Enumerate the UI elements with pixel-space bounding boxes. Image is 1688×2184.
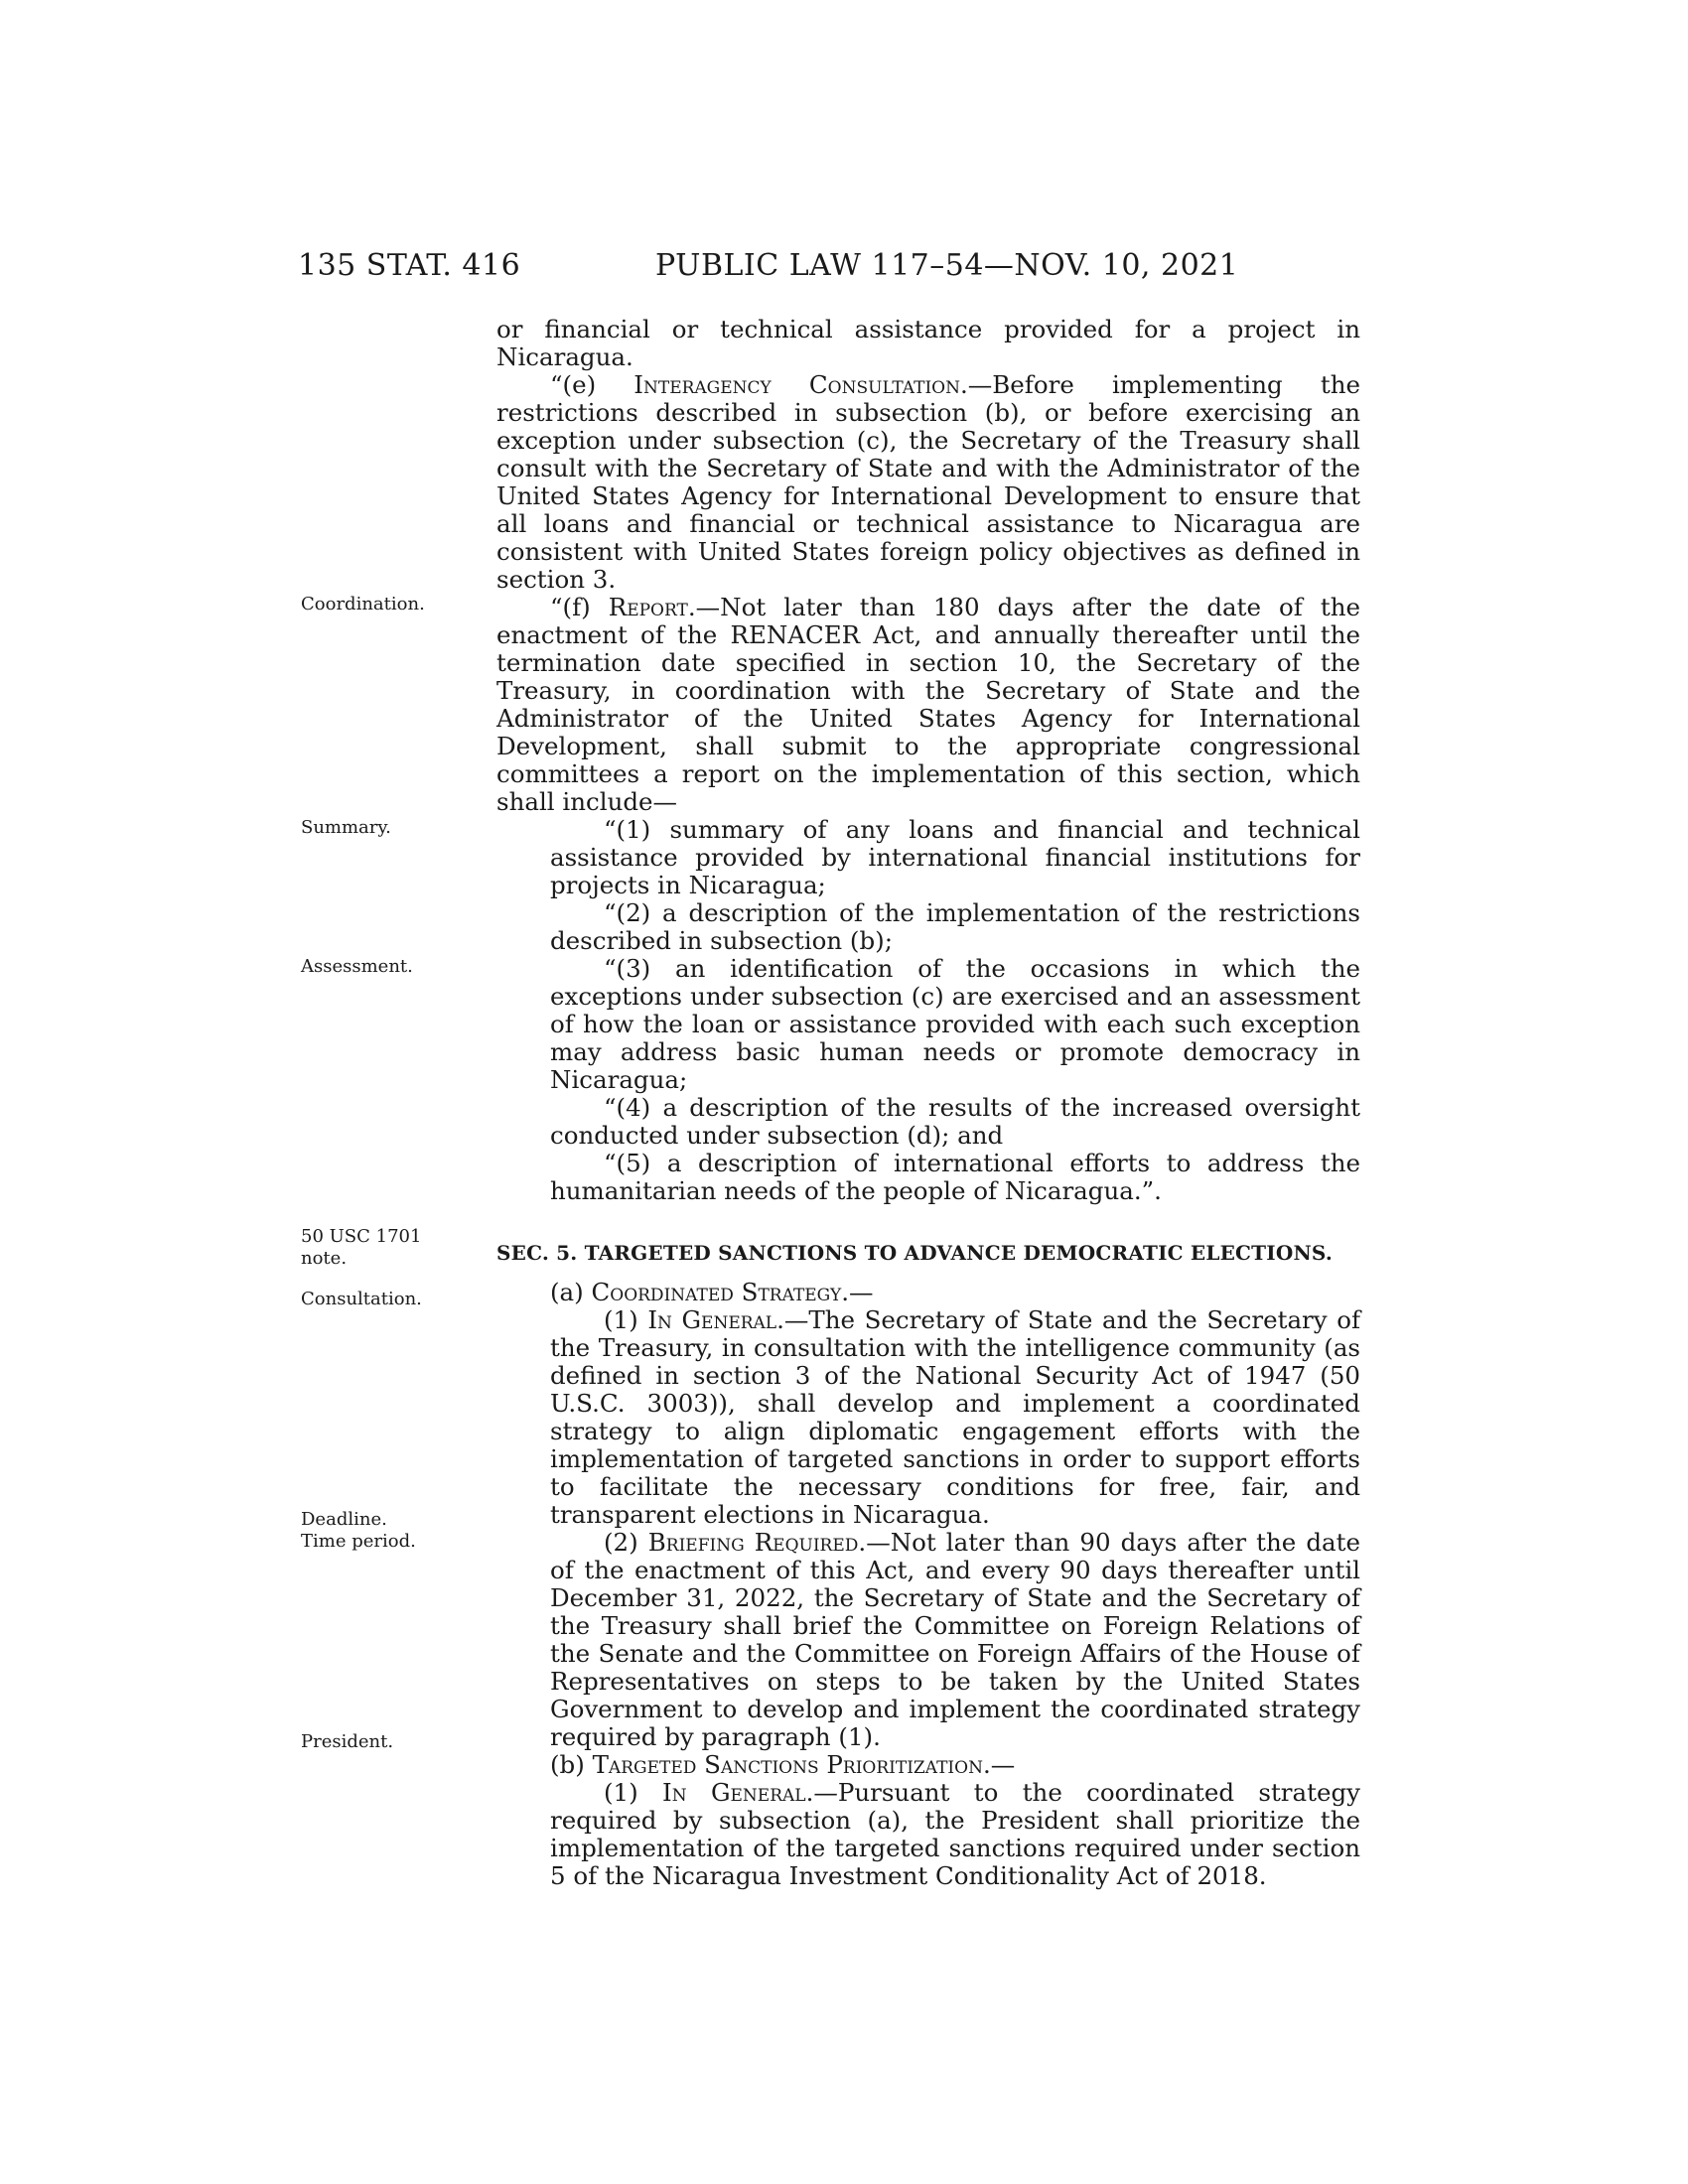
list-item-f4: “(4) a description of the results of the increased oversight conducted under subsection (d); and xyxy=(550,1093,1360,1150)
paragraph-a2-heading: Briefing Required. xyxy=(647,1528,867,1557)
list-item-f5: “(5) a description of international efforts to address the humanitarian needs of the people of Nicaragua.”. xyxy=(550,1149,1360,1205)
subsection-f: “(f) Report.—Not later than 180 days after the date of the enactment of the RENACER Act, and annually thereafter until the termination date specified in section 10, the Secretary of the Treasury, in coordination with the Secretary of State and the Administrator of the United States Agency for International Development, shall submit to the appropriate congressional committees a report on the implementation of this section, which shall include— xyxy=(496,593,1361,816)
list-item-f3: “(3) an identification of the occasions in which the exceptions under subsection (c) are exercised and an assessment of how the loan or assistance provided with each such exception may address basic human needs or promote democracy in Nicaragua; xyxy=(550,954,1360,1094)
subsection-f-heading: Report. xyxy=(608,593,696,621)
paragraph-intro: or financial or technical assistance provided for a project in Nicaragua. xyxy=(496,315,1360,371)
running-title: PUBLIC LAW 117–54—NOV. 10, 2021 xyxy=(655,248,1239,283)
page-header xyxy=(298,248,1360,288)
list-item-f1: “(1) summary of any loans and financial and technical assistance provided by international financial institutions for projects in Nicaragua; xyxy=(550,815,1360,899)
margin-note-summary: Summary. xyxy=(301,817,391,838)
subsection-a: (a) Coordinated Strategy.— xyxy=(550,1278,874,1306)
margin-note-assessment: Assessment. xyxy=(301,956,413,977)
page-number: 135 STAT. 416 xyxy=(298,248,521,283)
paragraph-a1-heading: In General. xyxy=(647,1305,784,1334)
subsection-b: (b) Targeted Sanctions Prioritization.— xyxy=(550,1750,1016,1779)
paragraph-b1-heading: In General. xyxy=(662,1778,814,1807)
statute-body xyxy=(496,316,1360,1890)
time-period-label: Time period. xyxy=(301,1531,416,1552)
margin-note-consultation: Consultation. xyxy=(301,1289,422,1309)
usc-citation: 50 USC 1701 xyxy=(301,1226,422,1247)
margin-note-usc xyxy=(301,1226,421,1270)
subsection-e: “(e) Interagency Consultation.—Before implementing the restrictions described in subsection (b), or before exercising an exception under subsection (c), the Secretary of the Treasury shall consult with the Secretary of State and with the Administrator of the United States Agency for International Development to ensure that all loans and financial or technical assistance to Nicaragua are consistent with United States foreign policy objectives as defined in section 3. xyxy=(496,370,1360,594)
deadline-label: Deadline. xyxy=(301,1509,387,1530)
subsection-e-heading: Interagency Consultation. xyxy=(633,370,968,399)
paragraph-a2: (2) Briefing Required.—Not later than 90 days after the date of the enactment of this Act, and every 90 days thereafter until December 31, 2022, the Secretary of State and the Secretary of the Treasury shall brief the Committee on Foreign Relations of the Senate and the Committee on Foreign Affairs of the House of Representatives on steps to be taken by the United States Government to develop and implement the coordinated strategy required by paragraph (1). xyxy=(550,1528,1360,1751)
subsection-b-heading: Targeted Sanctions Prioritization. xyxy=(592,1750,991,1779)
subsection-a-heading: Coordinated Strategy. xyxy=(591,1278,849,1306)
list-item-f2: “(2) a description of the implementation of the restrictions described in subsection (b); xyxy=(550,898,1360,955)
margin-note-deadline xyxy=(301,1509,416,1553)
section-5-heading: SEC. 5. TARGETED SANCTIONS TO ADVANCE DEMOCRATIC ELECTIONS. xyxy=(496,1241,1334,1265)
usc-note: note. xyxy=(301,1248,348,1269)
margin-note-president: President. xyxy=(301,1731,394,1752)
margin-note-coordination: Coordination. xyxy=(301,594,425,614)
paragraph-b1: (1) In General.—Pursuant to the coordinated strategy required by subsection (a), the President shall prioritize the implementation of the targeted sanctions required under section 5 of the Nicaragua Investment Conditionality Act of 2018. xyxy=(550,1778,1360,1890)
paragraph-a1: (1) In General.—The Secretary of State and the Secretary of the Treasury, in consultation with the intelligence community (as defined in section 3 of the National Security Act of 1947 (50 U.S.C. 3003)), shall develop and implement a coordinated strategy to align diplomatic engagement efforts with the implementation of targeted sanctions in order to support efforts to facilitate the necessary conditions for free, fair, and transparent elections in Nicaragua. xyxy=(550,1305,1361,1529)
